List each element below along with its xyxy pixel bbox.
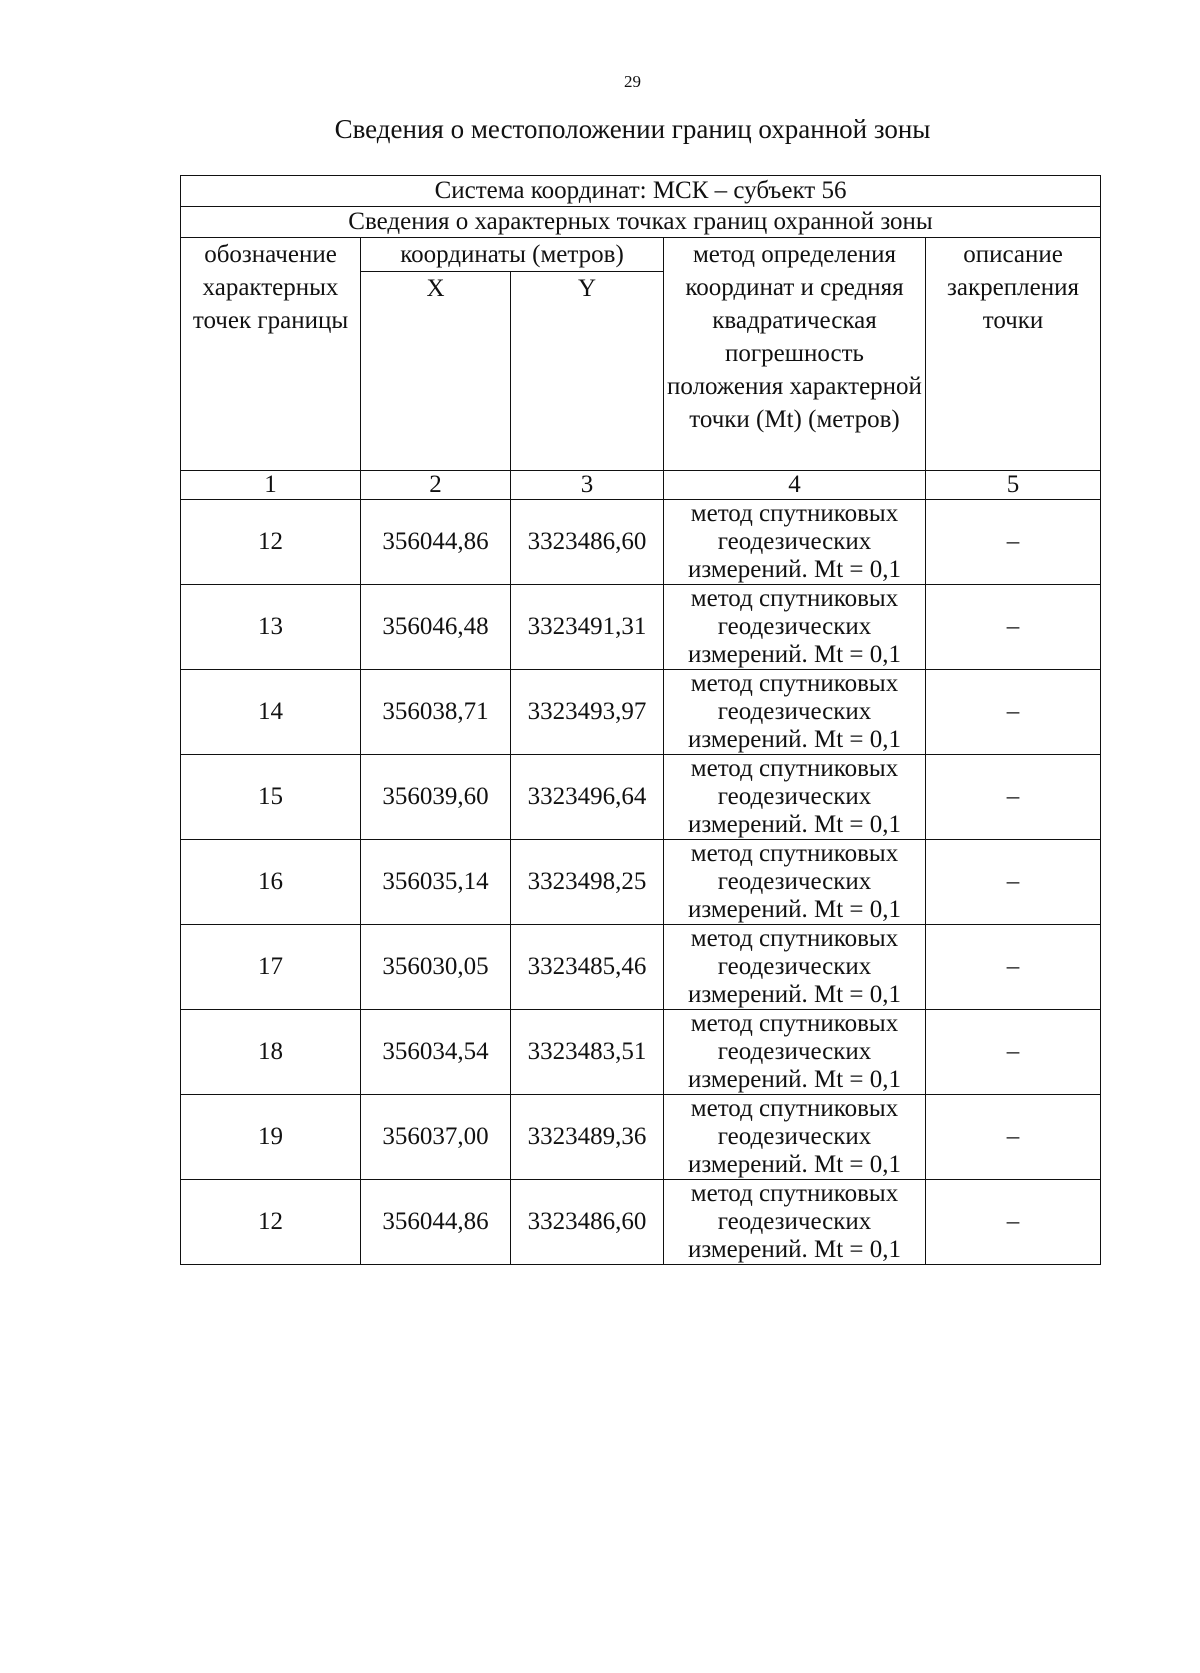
y-coordinate-cell: 3323489,36 — [511, 1095, 664, 1180]
header-row-1 — [181, 238, 1101, 272]
coord-system-cell: Система координат: МСК – субъект 56 — [181, 176, 1101, 207]
y-coordinate-cell: 3323491,31 — [511, 585, 664, 670]
point-cell: 15 — [181, 755, 361, 840]
column-number-cell: 5 — [926, 471, 1101, 500]
method-cell: метод спутниковых геодезических измерений. Mt = 0,1 — [664, 585, 926, 670]
description-cell: – — [926, 925, 1101, 1010]
method-cell: метод спутниковых геодезических измерений. Mt = 0,1 — [664, 755, 926, 840]
table-row — [181, 925, 1101, 1010]
table-row — [181, 1095, 1101, 1180]
description-cell: – — [926, 1010, 1101, 1095]
y-coordinate-cell: 3323485,46 — [511, 925, 664, 1010]
document-title: Сведения о местоположении границ охранной зоны — [334, 114, 931, 144]
y-coordinate-cell: 3323496,64 — [511, 755, 664, 840]
x-coordinate-cell: 356044,86 — [361, 1180, 511, 1265]
method-cell: метод спутниковых геодезических измерений. Mt = 0,1 — [664, 1180, 926, 1265]
x-coordinate-cell: 356046,48 — [361, 585, 511, 670]
description-cell: – — [926, 1180, 1101, 1265]
x-coordinate-cell: 356035,14 — [361, 840, 511, 925]
point-cell: 12 — [181, 1180, 361, 1265]
subtitle-row — [181, 207, 1101, 238]
point-cell: 18 — [181, 1010, 361, 1095]
column-number-cell: 2 — [361, 471, 511, 500]
y-coordinate-cell: 3323498,25 — [511, 840, 664, 925]
point-cell: 13 — [181, 585, 361, 670]
column-number-cell: 4 — [664, 471, 926, 500]
description-cell: – — [926, 1095, 1101, 1180]
column-number-cell: 3 — [511, 471, 664, 500]
x-coordinate-cell: 356038,71 — [361, 670, 511, 755]
x-coordinate-cell: 356044,86 — [361, 500, 511, 585]
point-cell: 17 — [181, 925, 361, 1010]
description-cell: – — [926, 840, 1101, 925]
table-row — [181, 585, 1101, 670]
header-description-label: описание закрепления точки — [926, 238, 1101, 471]
description-cell: – — [926, 500, 1101, 585]
point-cell: 14 — [181, 670, 361, 755]
table-row — [181, 840, 1101, 925]
point-cell: 16 — [181, 840, 361, 925]
table-row — [181, 1180, 1101, 1265]
method-cell: метод спутниковых геодезических измерений. Mt = 0,1 — [664, 670, 926, 755]
header-coords-label: координаты (метров) — [361, 238, 664, 272]
y-coordinate-cell: 3323486,60 — [511, 500, 664, 585]
coord-system-row — [181, 176, 1101, 207]
y-coordinate-cell: 3323483,51 — [511, 1010, 664, 1095]
subtitle-cell: Сведения о характерных точках границ охранной зоны — [181, 207, 1101, 238]
method-cell: метод спутниковых геодезических измерений. Mt = 0,1 — [664, 840, 926, 925]
table-row — [181, 1010, 1101, 1095]
y-coordinate-cell: 3323486,60 — [511, 1180, 664, 1265]
x-coordinate-cell: 356034,54 — [361, 1010, 511, 1095]
page-number: 29 — [624, 72, 641, 91]
table-row — [181, 670, 1101, 755]
header-method-label: метод определения координат и средняя квадратическая погрешность положения характерной точки (Mt) (метров) — [664, 238, 926, 471]
method-cell: метод спутниковых геодезических измерений. Mt = 0,1 — [664, 1010, 926, 1095]
description-cell: – — [926, 670, 1101, 755]
description-cell: – — [926, 585, 1101, 670]
method-cell: метод спутниковых геодезических измерений. Mt = 0,1 — [664, 500, 926, 585]
y-coordinate-cell: 3323493,97 — [511, 670, 664, 755]
header-y-label: Y — [511, 272, 664, 471]
table-row — [181, 500, 1101, 585]
boundary-points-table — [180, 175, 1101, 1265]
x-coordinate-cell: 356037,00 — [361, 1095, 511, 1180]
point-cell: 12 — [181, 500, 361, 585]
x-coordinate-cell: 356039,60 — [361, 755, 511, 840]
method-cell: метод спутниковых геодезических измерений. Mt = 0,1 — [664, 925, 926, 1010]
table-row — [181, 755, 1101, 840]
column-number-row — [181, 471, 1101, 500]
x-coordinate-cell: 356030,05 — [361, 925, 511, 1010]
point-cell: 19 — [181, 1095, 361, 1180]
header-x-label: X — [361, 272, 511, 471]
method-cell: метод спутниковых геодезических измерений. Mt = 0,1 — [664, 1095, 926, 1180]
description-cell: – — [926, 755, 1101, 840]
header-point-label: обозначение характерных точек границы — [181, 238, 361, 471]
column-number-cell: 1 — [181, 471, 361, 500]
